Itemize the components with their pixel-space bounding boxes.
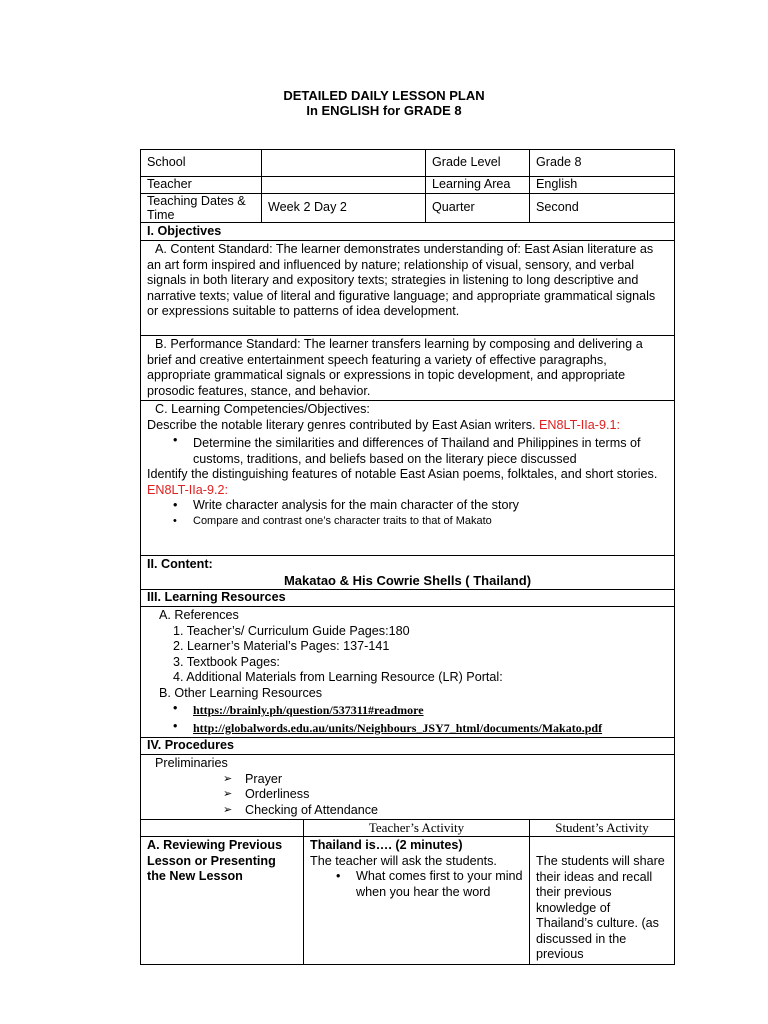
step-a-label: A. Reviewing Previous Lesson or Presenting the New Lesson <box>141 837 304 965</box>
document-title: DETAILED DAILY LESSON PLAN <box>283 88 485 103</box>
references-heading: A. References <box>159 608 239 622</box>
reference-4: 4. Additional Materials from Learning Resource (LR) Portal: <box>173 670 503 684</box>
competency-1-text: Describe the notable literary genres contributed by East Asian writers. <box>147 417 536 432</box>
resource-link-item-2 <box>147 719 668 737</box>
teacher-row <box>141 177 675 194</box>
content-section <box>141 556 675 590</box>
content-standard: A. Content Standard: The learner demonstrates understanding of: East Asian literature as an art form inspired and influenced by nature; relationship of visual, sensory, and verbal signals in both literary and expository texts; strategies in listening to long descriptive and narrative texts; value of literal and figurative language; and appropriate grammatical signals or expressions suitable to patterns of idea development. <box>141 241 675 336</box>
grade-level-label: Grade Level <box>426 150 530 177</box>
teaching-dates-value: Week 2 Day 2 <box>262 194 426 223</box>
school-value <box>262 150 426 177</box>
other-resources-heading: B. Other Learning Resources <box>159 685 323 700</box>
content-heading: II. Content: <box>147 557 213 571</box>
competency-1 <box>147 418 668 434</box>
objectives-heading: I. Objectives <box>141 223 675 241</box>
resource-link-2[interactable]: http://globalwords.edu.au/units/Neighbours_JSY7_html/documents/Makato.pdf <box>193 720 603 735</box>
learning-competencies <box>141 401 675 556</box>
competency-2-code: EN8LT-IIa-9.2: <box>147 482 228 497</box>
teacher-activity-text: The teacher will ask the students. <box>310 853 497 868</box>
teacher-activity-header: Teacher’s Activity <box>304 820 530 837</box>
activity-header-row <box>141 820 675 837</box>
competency-2-bullet-2: • Compare and contrast one’s character traits to that of Makato <box>147 514 668 530</box>
competency-2-bullet-1: • Write character analysis for the main character of the story <box>147 498 668 514</box>
school-label: School <box>141 150 262 177</box>
teacher-value <box>262 177 426 194</box>
step-a-student-activity: The students will share their ideas and recall their previous knowledge of Thailand’s culture. (as discussed in the previous <box>530 837 675 965</box>
student-activity-header: Student’s Activity <box>530 820 675 837</box>
preliminaries <box>141 755 675 820</box>
document-subtitle: In ENGLISH for GRADE 8 <box>306 103 462 118</box>
competencies-heading: C. Learning Competencies/Objectives: <box>155 402 370 416</box>
teacher-label: Teacher <box>141 177 262 194</box>
quarter-value: Second <box>530 194 675 223</box>
learning-area-label: Learning Area <box>426 177 530 194</box>
competency-1-code: EN8LT-IIa-9.1: <box>539 417 620 432</box>
procedures-heading: IV. Procedures <box>141 738 675 755</box>
resource-link-1[interactable]: https://brainly.ph/question/537311#readmore <box>193 703 424 717</box>
preliminary-item-3: ➢ Checking of Attendance <box>147 803 668 819</box>
preliminaries-heading: Preliminaries <box>155 756 228 770</box>
competency-2 <box>147 467 668 498</box>
teaching-dates-label: Teaching Dates & Time <box>141 194 262 223</box>
reference-2: 2. Learner’s Material’s Pages: 137-141 <box>173 639 390 653</box>
competency-2-text: Identify the distinguishing features of notable East Asian poems, folktales, and short stories. <box>147 467 658 481</box>
performance-standard: B. Performance Standard: The learner transfers learning by composing and delivering a brief and creative entertainment speech featuring a variety of effective paragraphs, appropriate grammatical signals or expressions in topic development, and appropriate prosodic features, stance, and behavior. <box>141 336 675 401</box>
learning-area-value: English <box>530 177 675 194</box>
grade-level-value: Grade 8 <box>530 150 675 177</box>
teacher-activity-title: Thailand is…. (2 minutes) <box>310 838 463 852</box>
reference-1: 1. Teacher’s/ Curriculum Guide Pages:180 <box>173 623 410 638</box>
preliminary-item-2: ➢ Orderliness <box>147 787 668 803</box>
quarter-label: Quarter <box>426 194 530 223</box>
dates-row <box>141 194 675 223</box>
learning-resources <box>141 607 675 738</box>
step-a-teacher-activity <box>304 837 530 965</box>
school-row <box>141 150 675 177</box>
competency-1-bullet: • Determine the similarities and differences of Thailand and Philippines in terms of customs, traditions, and beliefs based on the literary piece discussed <box>147 433 668 467</box>
reference-3: 3. Textbook Pages: <box>173 654 280 669</box>
resource-link-item-1 <box>147 701 668 719</box>
teacher-activity-bullet: • What comes first to your mind when you hear the word <box>310 869 523 900</box>
preliminary-item-1: ➢ Prayer <box>147 772 668 788</box>
learning-resources-heading: III. Learning Resources <box>141 590 675 607</box>
content-topic: Makatao & His Cowrie Shells ( Thailand) <box>283 572 532 588</box>
lesson-plan-table <box>140 149 675 965</box>
